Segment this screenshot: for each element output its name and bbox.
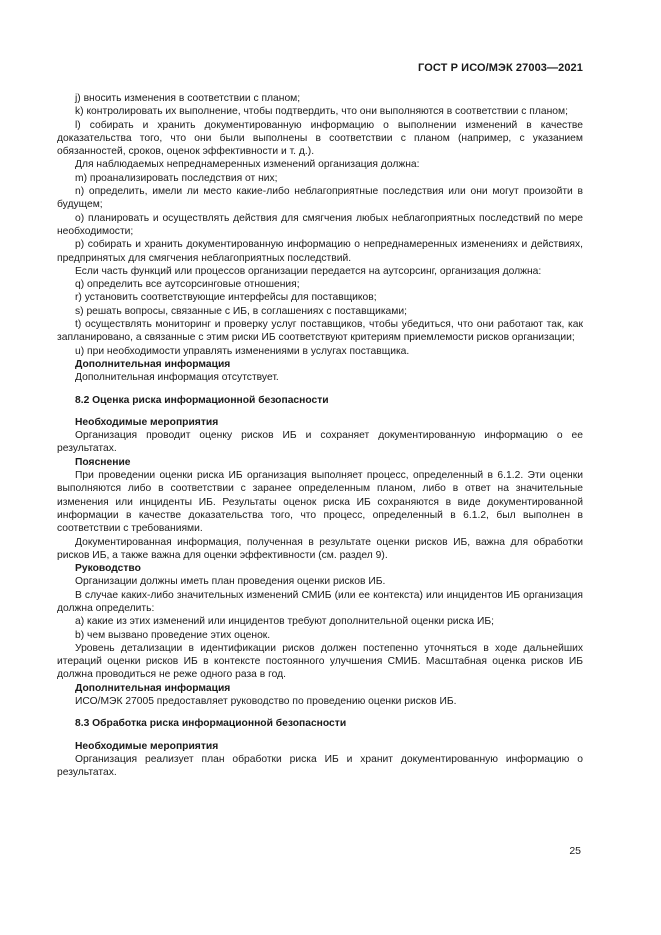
subheading: Дополнительная информация — [75, 358, 231, 370]
list-item: p) собирать и хранить документированную информацию о непреднамеренных изменениях и действиях, предпринятых для смягчения неблагоприятных последствий. — [57, 239, 583, 264]
subheading: Необходимые мероприятия — [75, 416, 219, 428]
paragraph: Для наблюдаемых непреднамеренных изменений организация должна: — [75, 159, 420, 171]
subheading: Руководство — [75, 563, 141, 575]
paragraph: Документированная информация, полученная в результате оценки рисков ИБ, важна для обработки рисков ИБ, а также важна для оценки эффективности (см. раздел 9). — [57, 536, 583, 561]
list-item: b) чем вызвано проведение этих оценок. — [75, 629, 271, 641]
paragraph: Дополнительная информация отсутствует. — [75, 372, 279, 384]
subheading: Пояснение — [75, 456, 131, 468]
paragraph: Организация реализует план обработки риска ИБ и хранит документированную информацию о результатах. — [57, 753, 583, 779]
paragraph: Если часть функций или процессов организации передается на аутсорсинг, организация должна: — [75, 265, 542, 277]
list-item: t) осуществлять мониторинг и проверку услуг поставщиков, чтобы убедиться, что они работают так, как запланировано, а связанные с этим риски ИБ соответствуют критериям приемлемости рисков организации; — [57, 319, 583, 344]
list-item: r) установить соответствующие интерфейсы для поставщиков; — [75, 292, 377, 304]
list-item: l) собирать и хранить документированную информацию о выполнении изменений в качестве доказательства того, что они были выполнены в соответствии с планом (например, с указанием обязанностей, сроков, оценок эффективности и т. д.). — [57, 119, 583, 158]
list-item: s) решать вопросы, связанные с ИБ, в соглашениях с поставщиками; — [75, 305, 407, 317]
list-item: a) какие из этих изменений или инцидентов требуют дополнительной оценки риска ИБ; — [75, 616, 495, 628]
paragraph: ИСО/МЭК 27005 предоставляет руководство по проведению оценки рисков ИБ. — [75, 696, 457, 708]
list-item: q) определить все аутсорсинговые отношения; — [75, 279, 300, 291]
list-item: o) планировать и осуществлять действия для смягчения любых неблагоприятных последствий по мере необходимости; — [57, 212, 583, 237]
subheading: Дополнительная информация — [75, 682, 231, 694]
section-heading: 8.3 Обработка риска информационной безопасности — [75, 718, 347, 730]
page-number: 25 — [569, 845, 581, 857]
section-heading: 8.2 Оценка риска информационной безопасности — [75, 394, 329, 406]
document-header: ГОСТ Р ИСО/МЭК 27003—2021 — [418, 62, 583, 74]
subheading: Необходимые мероприятия — [75, 740, 219, 752]
list-item: m) проанализировать последствия от них; — [75, 172, 278, 184]
paragraph: Организация проводит оценку рисков ИБ и сохраняет документированную информацию о ее результатах. — [57, 430, 583, 455]
paragraph: Организации должны иметь план проведения оценки рисков ИБ. — [75, 576, 386, 588]
list-item: u) при необходимости управлять изменениями в услугах поставщика. — [75, 345, 410, 357]
list-item: k) контролировать их выполнение, чтобы подтвердить, что они выполняются в соответствии с планом; — [75, 106, 568, 118]
paragraph: Уровень детализации в идентификации рисков должен постепенно уточняться в ходе дальнейших итераций оценки рисков ИБ в контексте постоянного улучшения СМИБ. Масштабная оценка рисков ИБ должна проводиться не реже одного раза в год. — [57, 642, 583, 681]
list-item: n) определить, имели ли место какие-либо неблагоприятные последствия или они могут произойти в будущем; — [57, 186, 583, 211]
paragraph: При проведении оценки риска ИБ организация выполняет процесс, определенный в 6.1.2. Эти оценки выполняются либо в соответствии с заранее определенным планом, либо в ответ на значительные изменения или инциденты ИБ. Результаты оценок риска ИБ сохраняются в виде документированной информации в качестве доказательства того, что процесс, определенный в 6.1.2, был выполнен в соответствии с требованиями. — [57, 470, 583, 535]
list-item: j) вносить изменения в соответствии с планом; — [75, 93, 301, 104]
paragraph: В случае каких-либо значительных изменений СМИБ (или ее контекста) или инцидентов ИБ организация должна определить: — [57, 589, 583, 614]
body-text — [57, 92, 583, 780]
